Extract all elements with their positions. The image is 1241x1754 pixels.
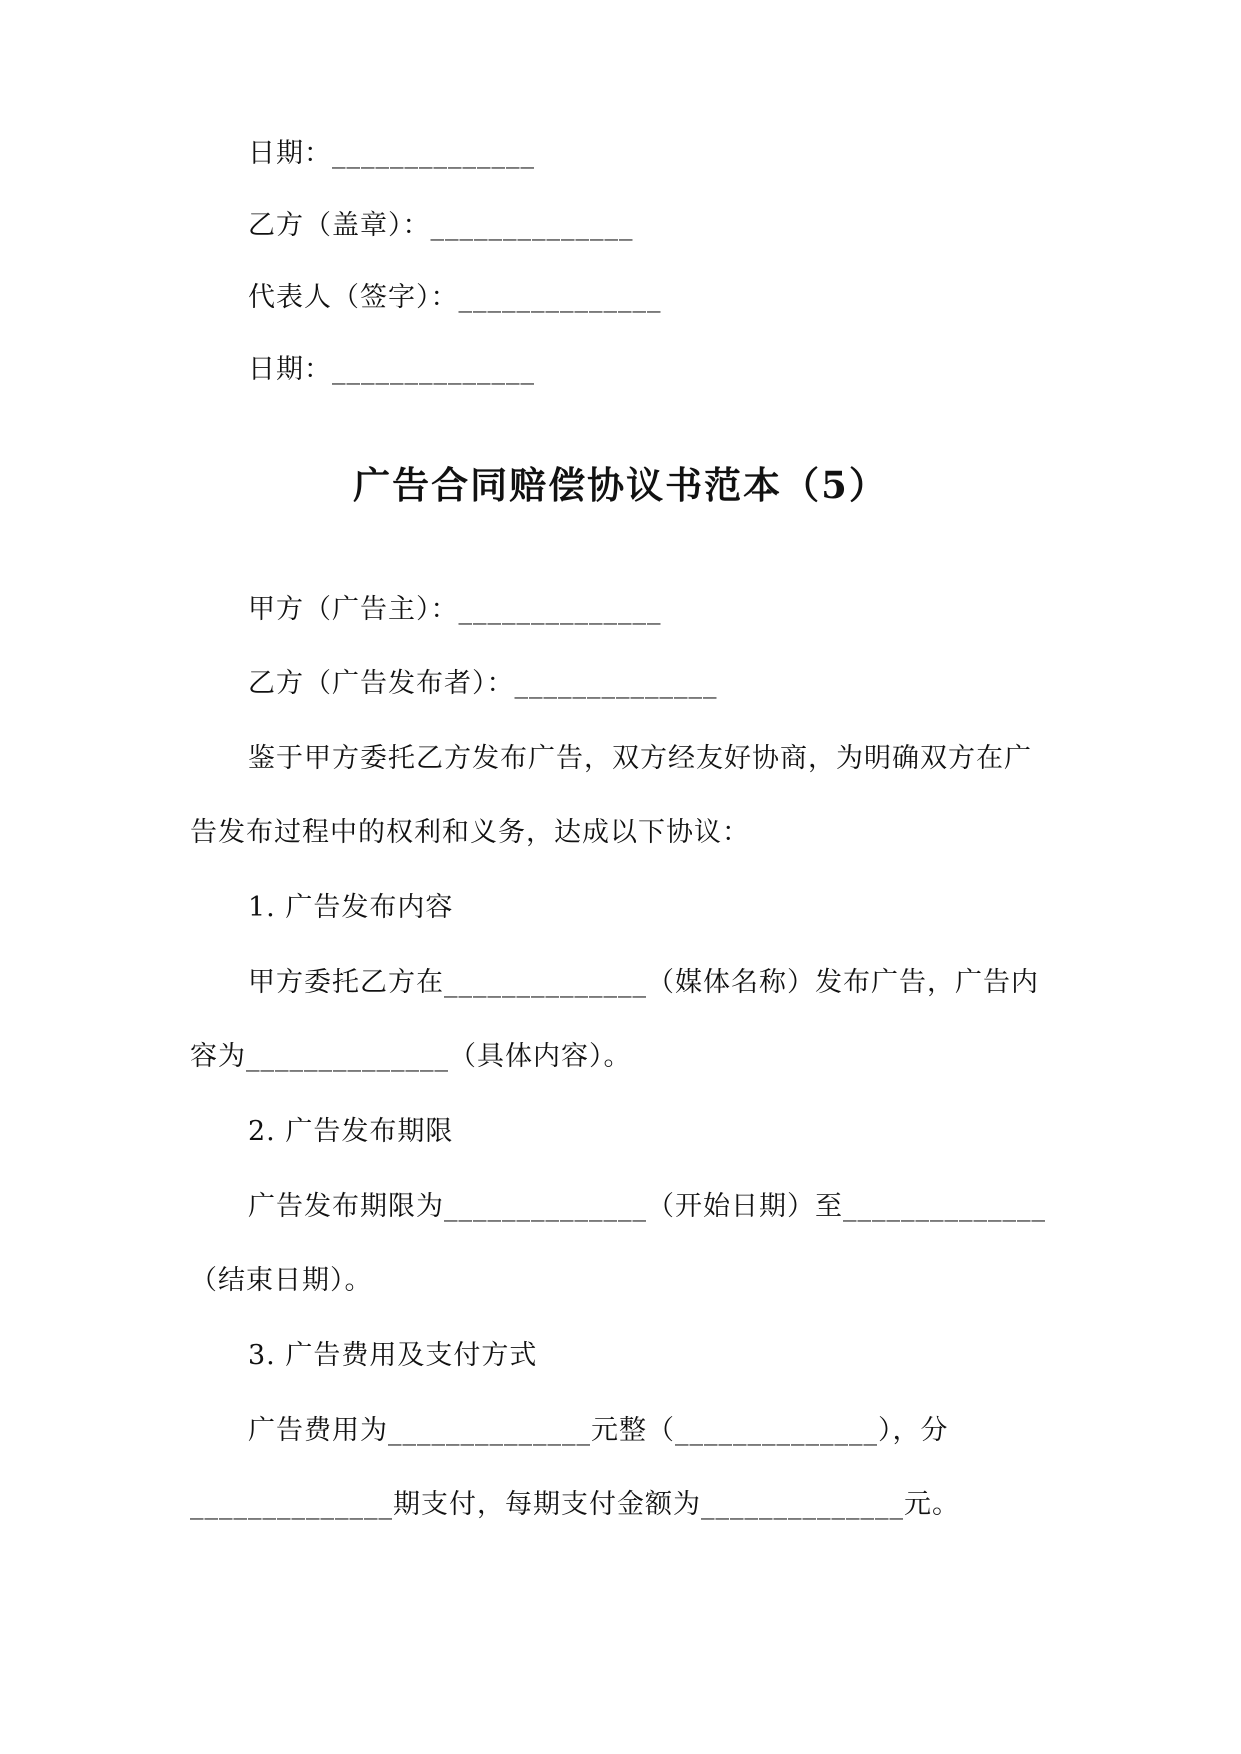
section-3-heading: 3. 广告费用及支付方式 — [248, 1340, 538, 1371]
preamble-line-1: 鉴于甲方委托乙方发布广告，双方经友好协商，为明确双方在广 — [248, 743, 1032, 774]
section-1-line-1: 甲方委托乙方在______________（媒体名称）发布广告，广告内 — [248, 967, 1039, 998]
signature-party-b-seal: 乙方（盖章）：______________ — [248, 210, 634, 241]
party-b-line: 乙方（广告发布者）：______________ — [248, 668, 718, 699]
signature-representative: 代表人（签字）：______________ — [248, 282, 662, 313]
signature-date-a: 日期：______________ — [248, 138, 535, 169]
section-2-heading: 2. 广告发布期限 — [248, 1116, 454, 1147]
document-title: 广告合同赔偿协议书范本（5） — [353, 463, 888, 507]
party-a-line: 甲方（广告主）：______________ — [248, 594, 662, 625]
signature-date-b: 日期：______________ — [248, 354, 535, 385]
section-3-line-2: ______________期支付，每期支付金额为______________元。 — [190, 1489, 960, 1520]
section-2-line-1: 广告发布期限为______________（开始日期）至______________ — [248, 1191, 1046, 1222]
section-3-line-1: 广告费用为______________元整（______________），分 — [248, 1415, 949, 1446]
preamble-line-2: 告发布过程中的权利和义务，达成以下协议： — [190, 817, 750, 848]
section-1-heading: 1. 广告发布内容 — [248, 892, 454, 923]
section-2-line-2: （结束日期）。 — [190, 1265, 373, 1296]
section-1-line-2: 容为______________（具体内容）。 — [190, 1041, 632, 1072]
